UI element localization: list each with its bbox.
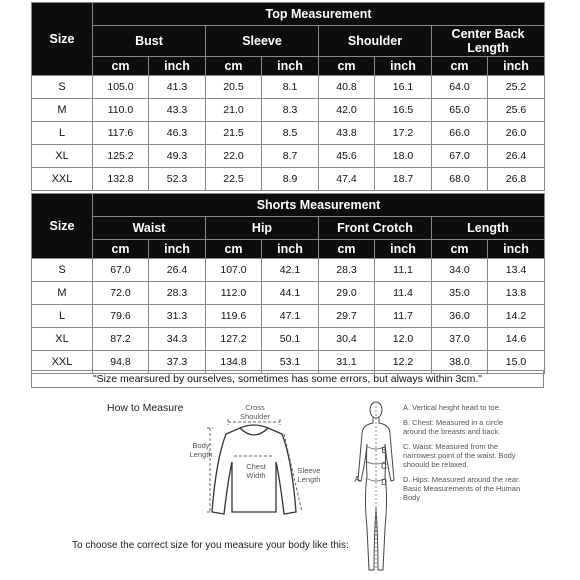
unit-header: inch (375, 240, 432, 259)
value-cell: 11.7 (375, 305, 432, 328)
value-cell: 42.0 (319, 99, 375, 122)
value-cell: 68.0 (432, 168, 488, 191)
size-cell: M (32, 282, 93, 305)
table-row (32, 122, 545, 145)
value-cell: 42.1 (262, 259, 319, 282)
size-cell: S (32, 259, 93, 282)
shorts-measurement-table (31, 193, 545, 374)
unit-header: inch (488, 57, 545, 76)
top-measurement-table (31, 2, 545, 191)
table-row (32, 145, 545, 168)
value-cell: 34.0 (432, 259, 488, 282)
column-group-header: Length (432, 217, 545, 240)
chest-width-label: Chest Width (246, 462, 266, 480)
value-cell: 53.1 (262, 351, 319, 374)
size-header: Size (32, 194, 93, 259)
column-group-header: Sleeve (206, 26, 319, 57)
column-group-header: Center Back Length (432, 26, 545, 57)
value-cell: 50.1 (262, 328, 319, 351)
column-group-header: Bust (93, 26, 206, 57)
measurement-notes (403, 403, 523, 508)
value-cell: 22.5 (206, 168, 262, 191)
column-group-header: Shoulder (319, 26, 432, 57)
value-cell: 127.2 (206, 328, 262, 351)
size-cell: L (32, 305, 93, 328)
value-cell: 31.1 (319, 351, 375, 374)
table-row (32, 282, 545, 305)
value-cell: 18.7 (375, 168, 432, 191)
value-cell: 36.0 (432, 305, 488, 328)
value-cell: 8.5 (262, 122, 319, 145)
note-c: C. Waist: Measured from the narrowest point of the waist. Body shoould be relaxed. (403, 442, 516, 469)
size-cell: XL (32, 145, 93, 168)
value-cell: 8.1 (262, 76, 319, 99)
value-cell: 31.3 (149, 305, 206, 328)
table-row (32, 259, 545, 282)
unit-header: cm (93, 57, 149, 76)
value-cell: 107.0 (206, 259, 262, 282)
table-row (32, 168, 545, 191)
value-cell: 28.3 (319, 259, 375, 282)
value-cell: 134.8 (206, 351, 262, 374)
value-cell: 72.0 (93, 282, 149, 305)
value-cell: 44.1 (262, 282, 319, 305)
value-cell: 21.0 (206, 99, 262, 122)
table-row (32, 76, 545, 99)
value-cell: 17.2 (375, 122, 432, 145)
value-cell: 16.1 (375, 76, 432, 99)
unit-header: inch (488, 240, 545, 259)
value-cell: 14.2 (488, 305, 545, 328)
value-cell: 13.8 (488, 282, 545, 305)
value-cell: 47.4 (319, 168, 375, 191)
value-cell: 8.9 (262, 168, 319, 191)
sleeve-length-label: Sleeve Length (297, 466, 321, 484)
size-cell: XL (32, 328, 93, 351)
value-cell: 8.7 (262, 145, 319, 168)
value-cell: 40.8 (319, 76, 375, 99)
value-cell: 28.3 (149, 282, 206, 305)
value-cell: 52.3 (149, 168, 206, 191)
value-cell: 67.0 (432, 145, 488, 168)
unit-header: cm (93, 240, 149, 259)
value-cell: 35.0 (432, 282, 488, 305)
value-cell: 46.3 (149, 122, 206, 145)
unit-row (32, 240, 545, 259)
table-row (32, 305, 545, 328)
value-cell: 11.1 (375, 259, 432, 282)
value-cell: 49.3 (149, 145, 206, 168)
value-cell: 13.4 (488, 259, 545, 282)
value-cell: 11.4 (375, 282, 432, 305)
note-a: A. Vertical height head to toe. (403, 403, 501, 412)
value-cell: 119.6 (206, 305, 262, 328)
value-cell: 29.0 (319, 282, 375, 305)
value-cell: 37.0 (432, 328, 488, 351)
unit-header: inch (149, 240, 206, 259)
value-cell: 38.0 (432, 351, 488, 374)
value-cell: 29.7 (319, 305, 375, 328)
cross-shoulder-label: Cross Shoulder (239, 403, 271, 421)
note-d: D. Hips: Measured around the rear. Basic Measurements of the Human Body (403, 475, 521, 502)
value-cell: 67.0 (93, 259, 149, 282)
value-cell: 112.0 (206, 282, 262, 305)
value-cell: 26.8 (488, 168, 545, 191)
value-cell: 132.8 (93, 168, 149, 191)
value-cell: 30.4 (319, 328, 375, 351)
marker-a: A (354, 475, 360, 484)
value-cell: 22.0 (206, 145, 262, 168)
value-cell: 26.4 (149, 259, 206, 282)
size-header: Size (32, 3, 93, 76)
unit-row (32, 57, 545, 76)
unit-header: cm (206, 57, 262, 76)
value-cell: 41.3 (149, 76, 206, 99)
value-cell: 43.8 (319, 122, 375, 145)
unit-header: cm (432, 57, 488, 76)
unit-header: inch (375, 57, 432, 76)
value-cell: 26.0 (488, 122, 545, 145)
value-cell: 12.0 (375, 328, 432, 351)
unit-header: cm (206, 240, 262, 259)
size-cell: M (32, 99, 93, 122)
note-b: B. Chest: Measured in a circle around the breasts and back. (403, 418, 504, 436)
value-cell: 15.0 (488, 351, 545, 374)
unit-header: cm (319, 240, 375, 259)
column-group-header: Waist (93, 217, 206, 240)
value-cell: 94.8 (93, 351, 149, 374)
column-group-header: Hip (206, 217, 319, 240)
marker-b: B (381, 446, 387, 455)
table-title: Top Measurement (93, 3, 545, 26)
value-cell: 18.0 (375, 145, 432, 168)
value-cell: 20.5 (206, 76, 262, 99)
value-cell: 43.3 (149, 99, 206, 122)
value-cell: 64.0 (432, 76, 488, 99)
unit-header: cm (319, 57, 375, 76)
how-to-measure-title: How to Measure (107, 402, 184, 414)
unit-header: inch (262, 57, 319, 76)
unit-header: cm (432, 240, 488, 259)
value-cell: 14.6 (488, 328, 545, 351)
value-cell: 34.3 (149, 328, 206, 351)
size-cell: XXL (32, 168, 93, 191)
size-cell: L (32, 122, 93, 145)
value-cell: 117.6 (93, 122, 149, 145)
table-row (32, 99, 545, 122)
value-cell: 21.5 (206, 122, 262, 145)
table-title: Shorts Measurement (93, 194, 545, 217)
value-cell: 87.2 (93, 328, 149, 351)
value-cell: 110.0 (93, 99, 149, 122)
marker-c: C (381, 462, 387, 471)
value-cell: 79.6 (93, 305, 149, 328)
value-cell: 65.0 (432, 99, 488, 122)
column-group-header: Front Crotch (319, 217, 432, 240)
unit-header: inch (262, 240, 319, 259)
value-cell: 12.2 (375, 351, 432, 374)
body-figure-diagram (350, 398, 402, 580)
size-cell: S (32, 76, 93, 99)
marker-d: D (381, 478, 387, 487)
value-cell: 45.6 (319, 145, 375, 168)
measurement-note: "Size mearsured by ourselves, sometimes has some errors, but always within 3cm." (31, 370, 544, 388)
body-length-label: Body Length (189, 441, 213, 459)
value-cell: 125.2 (93, 145, 149, 168)
value-cell: 37.3 (149, 351, 206, 374)
size-cell: XXL (32, 351, 93, 374)
value-cell: 66.0 (432, 122, 488, 145)
table-row (32, 328, 545, 351)
value-cell: 16.5 (375, 99, 432, 122)
choose-size-instruction: To choose the correct size for you measure your body like this: (72, 540, 349, 551)
value-cell: 8.3 (262, 99, 319, 122)
value-cell: 25.2 (488, 76, 545, 99)
unit-header: inch (149, 57, 206, 76)
value-cell: 25.6 (488, 99, 545, 122)
value-cell: 26.4 (488, 145, 545, 168)
value-cell: 105.0 (93, 76, 149, 99)
value-cell: 47.1 (262, 305, 319, 328)
